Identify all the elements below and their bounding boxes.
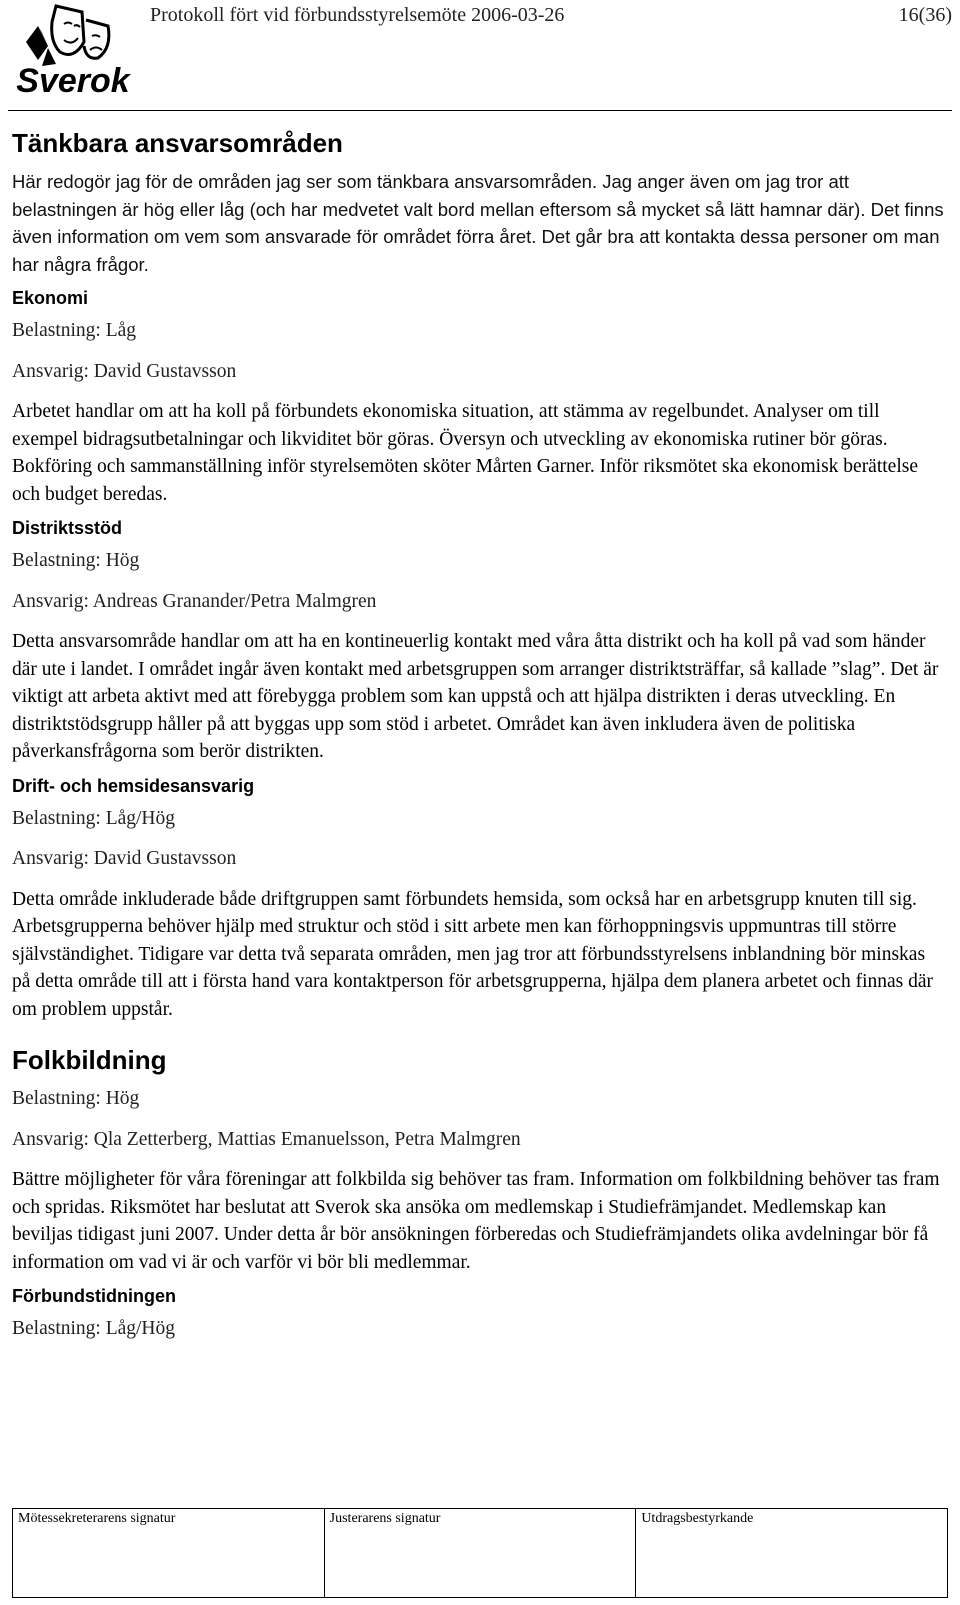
sverok-logo (8, 2, 138, 98)
page-number: 16(36) (898, 4, 952, 26)
area-drift (12, 774, 947, 1024)
header-divider (8, 110, 952, 111)
area-heading: Drift- och hemsidesansvarig (12, 775, 255, 796)
intro-paragraph: Här redogör jag för de områden jag ser som tänkbara ansvarsområden. Jag anger även om jag tror att belastningen är hög eller låg (och har medvetet valt bord mellan eftersom så mycket så lätt hamnar där). Det finns även information om vem som ansvarade för området förra året. Det går bra att kontakta dessa personer om man har några frågor. (12, 171, 944, 275)
svg-text:Sverok: Sverok (16, 62, 130, 98)
area-heading: Ekonomi (12, 288, 89, 308)
area-load: Belastning: Hög (12, 550, 140, 571)
area-responsible: Ansvarig: David Gustavsson (12, 848, 237, 869)
folkbildning-load: Belastning: Hög (12, 1088, 140, 1109)
signature-cell-certification: Utdragsbestyrkande (636, 1509, 948, 1598)
signature-table (12, 1508, 948, 1598)
folkbildning-responsible: Ansvarig: Qla Zetterberg, Mattias Emanuelsson, Petra Malmgren (12, 1128, 521, 1150)
area-load: Belastning: Låg/Hög (12, 807, 176, 829)
folkbildning-description: Bättre möjligheter för våra föreningar att folkbilda sig behöver tas fram. Information om folkbildning behöver tas fram och spridas. Riksmötet har beslutat att Sverok ska ansöka om medlemskap i Studiefrämjandet. Medlemskap kan beviljas tidigast juni 2007. Under detta år bör ansökningen förberedas och Studiefrämjandets olika avdelningar bör få information om vad vi är och varför vi bör bli medlemmar. (12, 1169, 940, 1273)
area-description: Detta område inkluderade både driftgruppen samt förbundets hemsida, som också har en arbetsgrupp knuten till sig. Arbetsgrupperna behöver hjälp med struktur och stöd i sitt arbete men kan förhoppningsvis uppmuntras till större självständighet. Tidigare var detta två separata områden, men jag tror att förbundsstyrelsens inblandning bör minskas på detta område till att i första hand vara kontaktperson för arbetsgrupperna, hjälpa dem planera arbetet och finnas där om problem uppstår. (12, 888, 934, 1020)
area-responsible: Ansvarig: Andreas Granander/Petra Malmgren (12, 590, 377, 612)
document-title: Protokoll fört vid förbundsstyrelsemöte 2006-03-26 (150, 4, 565, 26)
area-ekonomi (12, 286, 947, 508)
area-load: Belastning: Låg (12, 320, 137, 341)
area-forbundstidningen (12, 1284, 947, 1343)
area-distriktsstod (12, 516, 947, 766)
area-heading: Förbundstidningen (12, 1286, 176, 1306)
document-body (12, 126, 947, 1356)
section-title: Tänkbara ansvarsområden (12, 128, 343, 158)
signature-cell-adjuster: Justerarens signatur (324, 1509, 636, 1598)
area-description: Detta ansvarsområde handlar om att ha en kontineuerlig kontakt med våra åtta distrikt och ha koll på vad som händer där ute i landet. I området ingår även kontakt med arbetsgruppen som arranger distriktsträffar, så kallade ”slag”. Det är viktigt att arbeta aktivt med att förebygga problem som kan uppstå och att hjälpa distrikten i deras utveckling. En distriktstödsgrupp håller på att byggas upp som stöd i arbetet. Området kan även inkludera även de politiska påverkansfrågorna som berör distrikten. (12, 631, 939, 762)
section-folkbildning (12, 1043, 947, 1276)
area-description: Arbetet handlar om att ha koll på förbundets ekonomiska situation, att stämma av regelbundet. Analyser om till exempel bidragsutbetalningar och likviditet bör göras. Översyn och utveckling av ekonomiska rutiner bör göras. Bokföring och sammanställning inför styrelsemöten sköter Mårten Garner. Inför riksmötet ska ekonomisk berättelse och budget beredas. (12, 401, 918, 505)
signature-cell-secretary: Mötessekreterarens signatur (13, 1509, 325, 1598)
folkbildning-title: Folkbildning (12, 1045, 167, 1075)
area-heading: Distriktsstöd (12, 518, 123, 538)
page-header (0, 0, 960, 112)
area-responsible: Ansvarig: David Gustavsson (12, 360, 237, 382)
area-load: Belastning: Låg/Hög (12, 1318, 176, 1339)
